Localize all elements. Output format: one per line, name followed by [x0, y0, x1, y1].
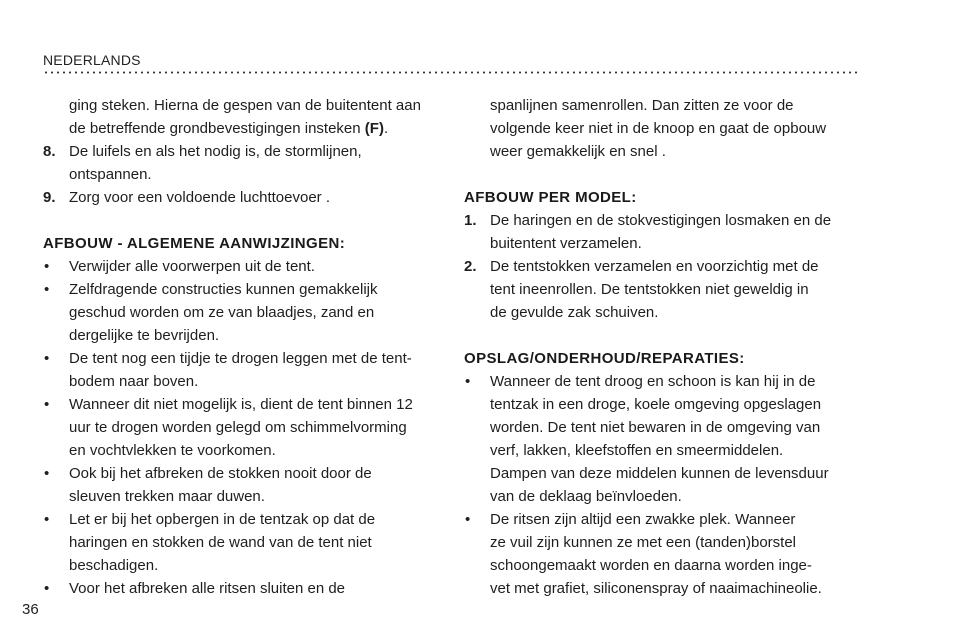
dotted-separator	[43, 71, 859, 74]
text-line: Ook bij het afbreken de stokken nooit door de	[69, 465, 372, 482]
bullet-marker: •	[44, 281, 50, 298]
step-number: 9.	[43, 189, 56, 206]
text-line: weer gemakkelijk en snel .	[490, 143, 666, 160]
text-line: verf, lakken, kleefstoffen en smeermiddelen.	[490, 442, 784, 459]
bullet-marker: •	[44, 396, 50, 413]
bullet-item	[43, 278, 443, 347]
step-number: 1.	[464, 212, 477, 229]
text-line: Let er bij het opbergen in de tentzak op dat de	[69, 511, 376, 528]
text-line: Verwijder alle voorwerpen uit de tent.	[69, 258, 315, 275]
bullet-marker: •	[44, 465, 50, 482]
text-line: bodem naar boven.	[69, 373, 199, 390]
text-line: ging steken. Hierna de gespen van de buitentent aan	[69, 97, 421, 114]
text-line: Zorg voor een voldoende luchttoevoer .	[69, 189, 330, 206]
section-heading: AFBOUW PER MODEL:	[464, 189, 637, 206]
text-line: dergelijke te bevrijden.	[69, 327, 220, 344]
text-line: en vochtvlekken te voorkomen.	[69, 442, 276, 459]
text-line: tent ineenrollen. De tentstokken niet geweldig in	[490, 281, 809, 298]
section-heading: AFBOUW - ALGEMENE AANWIJZINGEN:	[43, 235, 346, 252]
bullet-item	[43, 393, 443, 462]
bullet-marker: •	[465, 511, 471, 528]
text-line: de gevulde zak schuiven.	[490, 304, 659, 321]
figure-reference: (F)	[364, 120, 384, 137]
text-line: tentzak in een droge, koele omgeving opgeslagen	[490, 396, 822, 413]
bullet-marker: •	[44, 511, 50, 528]
text-line: Zelfdragende constructies kunnen gemakkelijk	[69, 281, 378, 298]
step-item	[43, 140, 443, 186]
text-line: volgende keer niet in de knoop en gaat de opbouw	[490, 120, 827, 137]
bullet-marker: •	[44, 580, 50, 597]
text-line: schoongemaakt worden en daarna worden inge-	[490, 557, 812, 574]
step-number: 8.	[43, 143, 56, 160]
step-item	[464, 255, 859, 324]
bullet-item	[464, 508, 859, 600]
text-line: De tent nog een tijdje te drogen leggen met de tent-	[69, 350, 412, 367]
text-line: ze vuil zijn kunnen ze met een (tanden)borstel	[490, 534, 797, 551]
text-line: Wanneer dit niet mogelijk is, dient de tent binnen 12	[69, 396, 413, 413]
text-line: uur te drogen worden gelegd om schimmelvorming	[69, 419, 407, 436]
step-number: 2.	[464, 258, 477, 275]
section-heading: OPSLAG/ONDERHOUD/REPARATIES:	[464, 350, 745, 367]
page-number: 36	[22, 601, 39, 618]
text-line: Voor het afbreken alle ritsen sluiten en de	[69, 580, 346, 597]
bullet-item	[43, 508, 443, 577]
text-line: van de deklaag beïnvloeden.	[490, 488, 682, 505]
step-item	[464, 209, 859, 255]
text-line: spanlijnen samenrollen. Dan zitten ze voor de	[490, 97, 794, 114]
text-line: Wanneer de tent droog en schoon is kan hij in de	[490, 373, 816, 390]
text-line: De tentstokken verzamelen en voorzichtig met de	[490, 258, 819, 275]
continuation-paragraph	[43, 94, 443, 140]
continuation-paragraph	[464, 94, 859, 163]
text-line	[69, 117, 443, 140]
text-line: worden. De tent niet bewaren in de omgeving van	[490, 419, 821, 436]
step-item	[43, 186, 443, 209]
page-header-language: NEDERLANDS	[43, 52, 141, 68]
text-segment: .	[383, 120, 389, 137]
text-line: beschadigen.	[69, 557, 159, 574]
left-column	[43, 94, 443, 600]
bullet-item	[43, 577, 443, 600]
bullet-marker: •	[44, 258, 50, 275]
text-line: De haringen en de stokvestigingen losmaken en de	[490, 212, 832, 229]
text-line: De luifels en als het nodig is, de stormlijnen,	[69, 143, 362, 160]
text-segment: de betreffende grondbevestigingen insteken	[69, 120, 365, 137]
bullet-marker: •	[465, 373, 471, 390]
text-line: ontspannen.	[69, 166, 152, 183]
text-line: Dampen van deze middelen kunnen de levensduur	[490, 465, 829, 482]
text-line: buitentent verzamelen.	[490, 235, 642, 252]
text-line: sleuven trekken maar duwen.	[69, 488, 265, 505]
text-line: geschud worden om ze van blaadjes, zand en	[69, 304, 375, 321]
bullet-item	[464, 370, 859, 508]
text-line: vet met grafiet, siliconenspray of naaimachineolie.	[490, 580, 822, 597]
text-line: De ritsen zijn altijd een zwakke plek. Wanneer	[490, 511, 796, 528]
bullet-item	[43, 347, 443, 393]
text-line: haringen en stokken de wand van de tent niet	[69, 534, 372, 551]
bullet-item	[43, 462, 443, 508]
bullet-marker: •	[44, 350, 50, 367]
right-column	[464, 94, 859, 600]
bullet-item	[43, 255, 443, 278]
